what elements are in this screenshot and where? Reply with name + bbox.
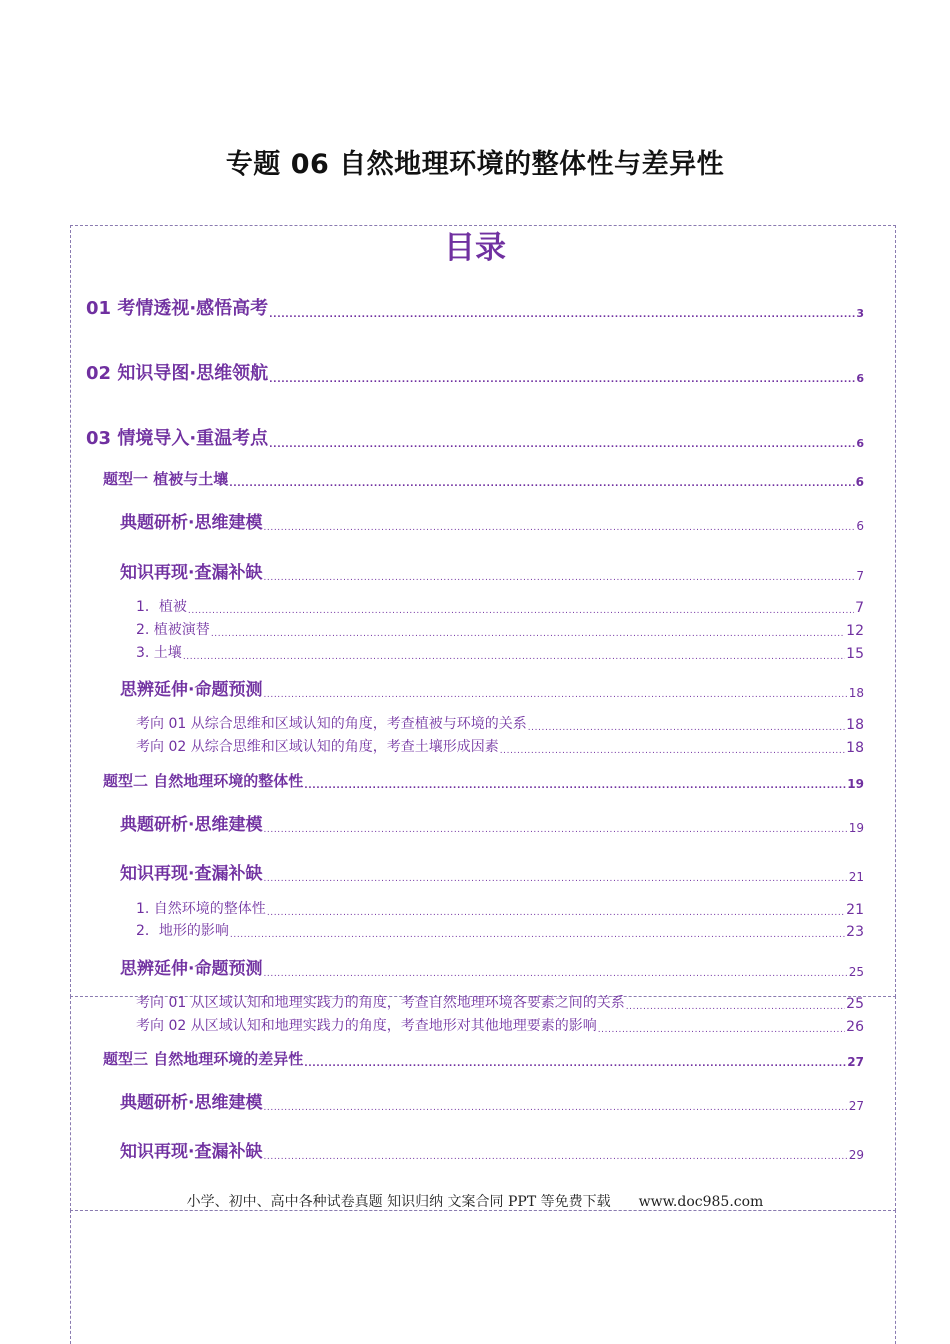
toc-entry[interactable] [86, 359, 864, 385]
toc-entry[interactable] [136, 619, 864, 639]
toc-entry-label: 题型一 植被与土壤 [103, 470, 229, 488]
toc-dot-leader [263, 970, 847, 979]
toc-entry[interactable] [136, 898, 864, 918]
toc-entry-label: 考向 01 从综合思维和区域认知的角度，考查植被与环境的关系 [136, 716, 527, 732]
toc-entry-page: 6 [856, 437, 864, 450]
toc-dot-leader [500, 747, 845, 756]
toc-entry-page: 6 [856, 519, 864, 533]
toc-entry-page: 25 [848, 965, 864, 979]
toc-dot-leader [183, 653, 845, 662]
toc-heading: 目录 [444, 230, 506, 266]
toc-entry-label: 知识再现·查漏补缺 [120, 864, 263, 884]
toc-dot-leader [263, 826, 847, 835]
toc-entry-page: 18 [848, 686, 864, 700]
toc-entry-label: 典题研析·思维建模 [120, 815, 263, 835]
toc-entry-page: 26 [846, 1019, 864, 1035]
toc-entry-page: 18 [846, 740, 864, 756]
toc-entry-page: 27 [847, 1055, 864, 1069]
toc-entry-page: 12 [846, 623, 864, 639]
toc-entry[interactable] [86, 424, 864, 450]
toc-entry-page: 29 [848, 1148, 864, 1162]
toc-entry-label: 知识再现·查漏补缺 [120, 563, 263, 583]
toc-entry[interactable] [136, 992, 864, 1012]
toc-entry[interactable] [103, 1048, 864, 1069]
document-title: 专题 06 自然地理环境的整体性与差异性 [225, 149, 725, 180]
footer-text: 小学、初中、高中各种试卷真题 知识归纳 文案合同 PPT 等免费下载 [186, 1194, 611, 1210]
toc-entry-page: 25 [846, 996, 864, 1012]
toc-dot-leader [269, 376, 855, 385]
toc-dot-leader [269, 311, 855, 320]
toc-entry-label: 知识再现·查漏补缺 [120, 1142, 263, 1162]
toc-entry-page: 15 [846, 646, 864, 662]
toc-entry-label: 02 知识导图·思维领航 [86, 363, 269, 384]
toc-entry-page: 21 [848, 870, 864, 884]
toc-entry[interactable] [136, 642, 864, 662]
toc-entry-label: 典题研析·思维建模 [120, 1093, 263, 1113]
toc-dot-leader [230, 931, 845, 940]
toc-dot-leader [229, 480, 854, 489]
toc-entry-page: 23 [846, 924, 864, 940]
toc-dot-leader [263, 524, 855, 533]
toc-entry-page: 18 [846, 717, 864, 733]
toc-entry[interactable] [120, 810, 864, 835]
toc-entry-label: 考向 01 从区域认知和地理实践力的角度，考查自然地理环境各要素之间的关系 [136, 995, 625, 1011]
toc-entry[interactable] [120, 859, 864, 884]
toc-dot-leader [188, 607, 854, 616]
toc-dot-leader [304, 1060, 846, 1069]
toc-entry[interactable] [120, 508, 864, 533]
toc-entry[interactable] [103, 468, 864, 489]
toc-entry[interactable] [120, 558, 864, 583]
toc-dot-leader [211, 630, 845, 639]
toc-dot-leader [263, 574, 855, 583]
toc-entry-label: 思辨延伸·命题预测 [120, 959, 263, 979]
toc-dot-leader [304, 782, 846, 791]
toc-entry[interactable] [136, 596, 864, 616]
toc-dot-leader [269, 441, 855, 450]
toc-entry-label: 思辨延伸·命题预测 [120, 680, 263, 700]
toc-entry-label: 典题研析·思维建模 [120, 513, 263, 533]
toc-dot-leader [267, 909, 845, 918]
toc-entry-page: 19 [848, 821, 864, 835]
toc-entry-label: 03 情境导入·重温考点 [86, 428, 269, 449]
toc-dot-leader [263, 1153, 847, 1162]
toc-entry[interactable] [120, 1088, 864, 1113]
toc-entry-label: 题型三 自然地理环境的差异性 [103, 1050, 304, 1068]
toc-entry[interactable] [136, 713, 864, 733]
toc-entry-label: 考向 02 从综合思维和区域认知的角度，考查土壤形成因素 [136, 739, 499, 755]
toc-dot-leader [528, 724, 845, 733]
toc-entry-label: 1. 自然环境的整体性 [136, 901, 266, 917]
toc-entry-page: 7 [855, 600, 864, 616]
toc-entry-page: 27 [848, 1099, 864, 1113]
toc-entry-label: 题型二 自然地理环境的整体性 [103, 772, 304, 790]
toc-entry[interactable] [136, 1015, 864, 1035]
footer-url[interactable]: www.doc985.com [638, 1194, 764, 1210]
toc-entry-label: 01 考情透视·感悟高考 [86, 298, 269, 319]
toc-entry-page: 6 [856, 372, 864, 385]
toc-entry-label: 2. 植被演替 [136, 622, 210, 638]
toc-entry[interactable] [136, 920, 864, 940]
toc-entry[interactable] [120, 954, 864, 979]
toc-entry-label: 考向 02 从区域认知和地理实践力的角度，考查地形对其他地理要素的影响 [136, 1018, 597, 1034]
toc-dot-leader [263, 875, 847, 884]
toc-dot-leader [263, 691, 847, 700]
toc-dot-leader [263, 1104, 847, 1113]
toc-entry[interactable] [120, 1137, 864, 1162]
toc-entry[interactable] [103, 770, 864, 791]
page-footer [0, 1191, 950, 1211]
page-frame-bottom [70, 1210, 896, 1344]
toc-entry-page: 19 [847, 777, 864, 791]
toc-dot-leader [598, 1026, 845, 1035]
toc-entry-label: 1．植被 [136, 599, 187, 615]
toc-entry[interactable] [136, 736, 864, 756]
toc-entry[interactable] [120, 675, 864, 700]
toc-entry-label: 3. 土壤 [136, 645, 182, 661]
toc-entry-page: 3 [856, 307, 864, 320]
toc-entry-page: 21 [846, 902, 864, 918]
toc-entry-page: 7 [856, 569, 864, 583]
toc-entry-page: 6 [855, 475, 864, 489]
toc-entry-label: 2．地形的影响 [136, 923, 229, 939]
toc-dot-leader [626, 1003, 845, 1012]
toc-entry[interactable] [86, 294, 864, 320]
